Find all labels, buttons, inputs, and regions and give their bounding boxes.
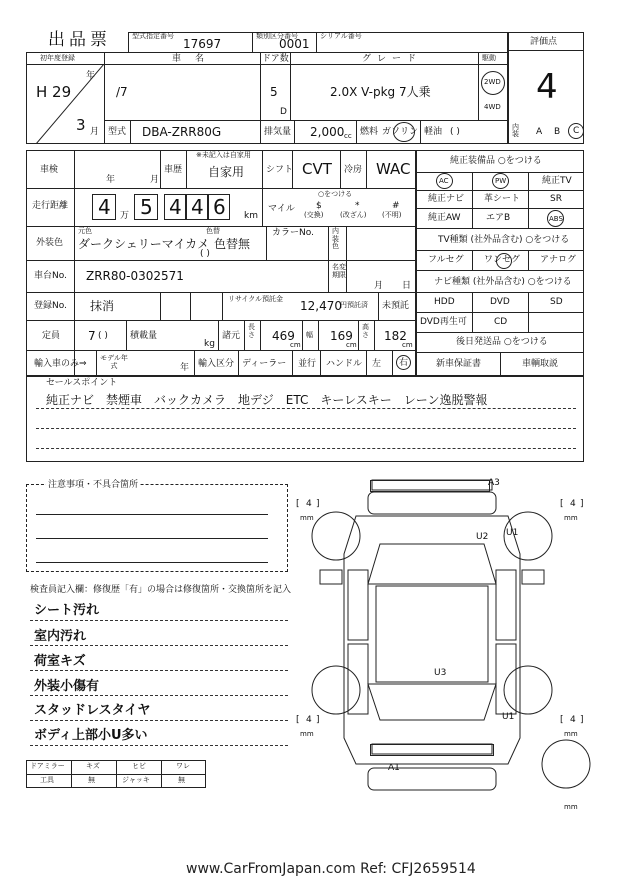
interior-c: C	[573, 126, 580, 136]
usage-value: 自家用	[208, 165, 245, 179]
navi-dvd: DVD	[490, 297, 510, 307]
rear-window	[368, 684, 496, 720]
exterior-label: 外装色	[36, 238, 64, 248]
drive-2wd: 2WD	[484, 78, 501, 86]
interior-a: A	[536, 127, 543, 137]
inspector-label: 検査員記入欄：修復歴「有」の場合は修復箇所・交換箇所を記入	[30, 585, 292, 595]
mileage-label: 走行距離	[32, 201, 69, 211]
sales-box	[26, 376, 584, 462]
equip-abs: ABS	[549, 215, 563, 223]
width-unit: cm	[346, 341, 357, 349]
fuel-label: 燃料	[360, 127, 379, 137]
chassis-label: 車台No.	[34, 271, 67, 281]
tire-rr-unit: mm	[564, 730, 578, 738]
interior-b: B	[554, 127, 561, 137]
car-diagram	[296, 474, 592, 818]
import-category-label: 輸入区分	[198, 359, 235, 369]
model-year-label: モデル年式	[100, 354, 128, 371]
doors-value: 5	[270, 85, 278, 99]
legend-break: ワレ	[176, 762, 190, 770]
dims-label: 諸元	[222, 331, 241, 341]
grade-label: グレード	[362, 54, 423, 64]
displacement-label: 排気量	[264, 127, 292, 137]
mark-a3: A3	[488, 478, 500, 488]
left-rear-door	[348, 644, 368, 714]
sales-label: セールスポイント	[46, 378, 118, 388]
right-mirror	[522, 570, 544, 584]
first-registration-year: H 29	[36, 83, 72, 101]
usage-label: 車歴	[164, 165, 183, 175]
later-warranty: 新車保証書	[436, 359, 482, 369]
legend-mirror: ドアミラー	[30, 762, 65, 770]
navi-hdd: HDD	[434, 297, 455, 307]
mileage-digit-1: 4	[98, 195, 111, 219]
color-paren: ( )	[200, 249, 210, 259]
model-label: 型式	[108, 127, 127, 137]
doors-label: ドア数	[262, 54, 289, 64]
legend-tools: 工具	[40, 776, 54, 784]
tire-rr-value: 4	[570, 715, 576, 725]
handle-label: ハンドル	[326, 359, 363, 369]
right-rear-door	[496, 644, 516, 714]
mileage-digit-4: 4	[191, 195, 204, 219]
ac-value: WAC	[376, 160, 411, 178]
tv-fullseg: フルセグ	[428, 255, 464, 265]
later-title: 後日発送品 ○をつける	[456, 337, 548, 347]
type-number-value: 17697	[183, 37, 222, 51]
note-1: シート汚れ	[34, 603, 100, 618]
tire-fl-bracket-close: ]	[316, 499, 320, 509]
diesel-label: 軽油	[424, 127, 443, 137]
body-outline	[344, 516, 520, 764]
left-front-door	[348, 570, 368, 640]
mark-unknown: #	[392, 201, 400, 211]
windshield	[368, 544, 496, 584]
tire-fl-value: 4	[306, 499, 312, 509]
equip-aw: 純正AW	[428, 213, 461, 223]
month-char: 月	[90, 127, 100, 137]
exterior-value: ダークシェリーマイカメ	[78, 237, 210, 251]
tire-fl-bracket: [	[296, 499, 300, 509]
drive-label: 駆動	[482, 54, 496, 62]
mark-exchange-sub: (交換)	[304, 211, 324, 219]
equip-pw: PW	[495, 177, 507, 185]
usage-note: ※未記入は自家用	[196, 151, 251, 159]
tire-fr-bracket: [	[560, 499, 564, 509]
mile-label: マイル	[268, 204, 295, 214]
name-change-month: 月	[374, 281, 384, 291]
navi-title: ナビ種類 (社外品含む) ○をつける	[434, 277, 572, 287]
equip-ac: AC	[439, 177, 449, 185]
color-no-header: カラーNo.	[272, 228, 314, 238]
tire-rl-bracket-close: ]	[316, 715, 320, 725]
navi-dvd-play: DVD再生可	[420, 317, 467, 327]
rear-right-tire	[504, 666, 552, 714]
recycle-none: 未預託	[382, 301, 410, 311]
interior-label: 内装	[512, 123, 519, 138]
tire-rl-bracket: [	[296, 715, 300, 725]
name-change-label: 名変期限	[332, 263, 346, 279]
tire-rr-bracket-close: ]	[580, 715, 584, 725]
import-label: 輸入車のみ⇒	[34, 359, 87, 369]
diesel-paren: ( )	[450, 127, 460, 137]
navi-sd: SD	[550, 297, 563, 307]
tire-rr-bracket: [	[560, 715, 564, 725]
car-name-value: /7	[116, 85, 128, 99]
height-value: 182	[384, 329, 407, 343]
class-number-value: 0001	[279, 37, 310, 51]
registration-label: 登録No.	[34, 301, 67, 311]
car-name-label: 車名	[172, 54, 219, 64]
watermark: www.CarFromJapan.com Ref: CFJ2659514	[186, 861, 476, 877]
recolor-label: 色替	[206, 227, 220, 235]
class-number-label: 類別区分番号	[256, 32, 298, 40]
inspection-year: 年	[106, 175, 116, 185]
note-5: スタッドレスタイヤ	[34, 703, 151, 718]
later-manual: 車輌取説	[522, 359, 559, 369]
year-char: 年	[86, 71, 96, 81]
capacity-paren: ( )	[98, 331, 108, 341]
ac-label: 冷房	[344, 165, 363, 175]
front-hood-edge	[368, 492, 496, 514]
interior-color-label: 内装色	[332, 227, 339, 251]
legend-scratch: キズ	[86, 762, 100, 770]
model-value: DBA-ZRR80G	[142, 125, 222, 139]
mark-u1-rear: U1	[502, 712, 515, 722]
front-bumper-box	[370, 480, 490, 492]
spare-tire	[542, 740, 590, 788]
mileage-digit-3: 4	[169, 195, 182, 219]
type-number-label: 型式指定番号	[132, 32, 174, 40]
recolor-value: 色替無	[214, 237, 251, 251]
mileage-digit-5: 6	[213, 195, 226, 219]
name-change-day: 日	[402, 281, 412, 291]
genuine-title: 純正装備品 ○をつける	[450, 156, 542, 166]
model-year-unit: 年	[180, 363, 190, 373]
original-color-label: 元色	[78, 227, 92, 235]
mark-exchange: $	[316, 201, 322, 211]
tire-rl-unit: mm	[300, 730, 314, 738]
doors-sub: D	[280, 107, 287, 117]
rear-bumper-box	[370, 744, 494, 756]
equip-navi: 純正ナビ	[428, 194, 465, 204]
tire-fr-unit: mm	[564, 514, 578, 522]
navi-cd: CD	[494, 317, 508, 327]
equip-airbag: エアB	[486, 213, 511, 223]
sheet-title: 出品票	[48, 30, 111, 50]
grade-value: 2.0X V-pkg 7人乗	[330, 85, 431, 99]
km-unit: km	[244, 211, 258, 221]
tv-oneseg: ワンセグ	[484, 255, 521, 265]
equip-tv: 純正TV	[542, 176, 572, 186]
load-label: 積載量	[130, 331, 158, 341]
mark-unknown-sub: (不明)	[382, 211, 402, 219]
recycle-value: 12,470	[300, 299, 342, 313]
parallel-label: 並行	[298, 359, 317, 369]
note-4: 外装小傷有	[34, 679, 100, 694]
mark-u1-front: U1	[506, 528, 519, 538]
mark-altered: *	[355, 201, 360, 211]
legend-jack-value: 無	[178, 776, 185, 784]
length-unit: cm	[290, 341, 301, 349]
note-6: ボディ上部小U多い	[34, 728, 148, 743]
length-value: 469	[272, 329, 295, 343]
inspection-label: 車検	[40, 165, 59, 175]
tire-fr-value: 4	[570, 499, 576, 509]
tv-title: TV種類 (社外品含む) ○をつける	[438, 235, 570, 245]
equip-leather: 革シート	[484, 194, 521, 204]
mileage-digit-2: 5	[140, 195, 153, 219]
equip-sr: SR	[550, 194, 562, 204]
capacity-value: 7	[88, 329, 96, 343]
inspection-month: 月	[150, 175, 160, 185]
mark-altered-sub: (改ざん)	[340, 211, 367, 219]
mark-a1: A1	[388, 763, 400, 773]
note-3: 荷室キズ	[34, 654, 86, 669]
length-label: 長さ	[248, 323, 255, 339]
tv-analog: アナログ	[540, 255, 577, 265]
first-registration-label: 初年度登録	[40, 54, 75, 62]
front-left-tire	[312, 512, 360, 560]
recycle-unit: 円預託済	[340, 301, 368, 309]
left-mirror	[320, 570, 342, 584]
serial-label: シリアル番号	[320, 32, 362, 40]
score-value: 4	[536, 67, 558, 107]
legend-tools-value: 無	[88, 776, 95, 784]
handle-left: 左	[372, 359, 382, 369]
note-2: 室内汚れ	[34, 629, 87, 644]
legend-crack: ヒビ	[132, 762, 146, 770]
right-front-door	[496, 570, 516, 640]
dealer-label: ディーラー	[242, 359, 287, 369]
displacement-value: 2,000	[310, 125, 345, 139]
roof	[376, 586, 488, 682]
caution-label: 注意事項・不具合箇所	[48, 480, 139, 490]
rear-left-tire	[312, 666, 360, 714]
width-value: 169	[330, 329, 353, 343]
tire-rl-value: 4	[306, 715, 312, 725]
displacement-unit: cc	[344, 132, 352, 140]
handle-right: 右	[399, 358, 409, 368]
caution-box	[26, 484, 288, 572]
drive-4wd: 4WD	[484, 103, 501, 111]
first-registration-month: 3	[76, 116, 86, 134]
mark-note: ○をつける	[318, 190, 353, 198]
spare-unit: mm	[564, 803, 578, 811]
score-label: 評価点	[530, 37, 558, 47]
legend-jack: ジャッキ	[122, 776, 150, 784]
recycle-label: リサイクル預託金	[228, 295, 284, 303]
sales-text: 純正ナビ 禁煙車 バックカメラ 地デジ ETC キーレスキー レーン逸脱警報	[46, 393, 488, 407]
mark-u3: U3	[434, 668, 447, 678]
man-unit: 万	[120, 211, 130, 221]
height-unit: cm	[402, 341, 413, 349]
shift-value: CVT	[302, 160, 332, 178]
kg-unit: kg	[204, 339, 215, 349]
fuel-value: ガソリン	[382, 127, 419, 137]
height-label: 高さ	[362, 323, 369, 339]
capacity-label: 定員	[42, 331, 61, 341]
shift-label: シフト	[266, 165, 294, 175]
tire-fl-unit: mm	[300, 514, 314, 522]
width-label: 幅	[306, 331, 313, 339]
chassis-value: ZRR80-0302571	[86, 269, 184, 283]
tire-fr-bracket-close: ]	[580, 499, 584, 509]
mark-u2: U2	[476, 532, 489, 542]
registration-value: 抹消	[90, 299, 115, 313]
